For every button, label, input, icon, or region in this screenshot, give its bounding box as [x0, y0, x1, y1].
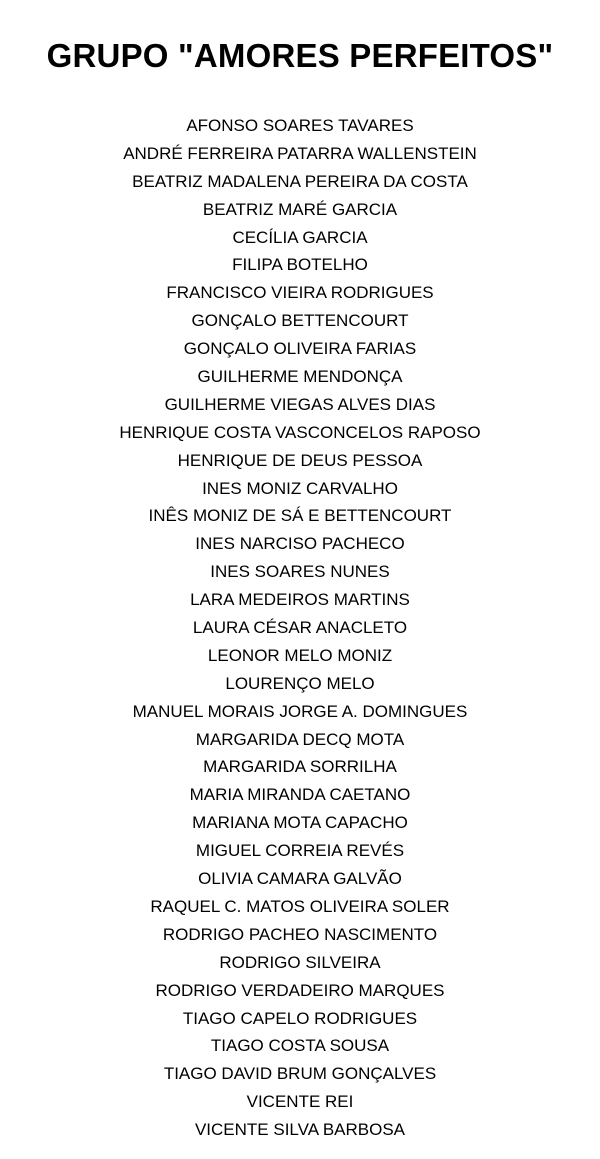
list-item: RODRIGO SILVEIRA [219, 952, 381, 972]
list-item: CECÍLIA GARCIA [232, 227, 368, 247]
list-item: GONÇALO BETTENCOURT [191, 311, 409, 331]
list-item: TIAGO DAVID BRUM GONÇALVES [163, 1064, 437, 1084]
list-item: GUILHERME VIEGAS ALVES DIAS [164, 394, 436, 414]
list-item: FRANCISCO VIEIRA RODRIGUES [166, 283, 434, 303]
list-item: INÊS MONIZ DE SÁ E BETTENCOURT [148, 506, 452, 526]
list-item: LAURA CÉSAR ANACLETO [192, 618, 408, 638]
list-item: FILIPA BOTELHO [232, 255, 368, 275]
list-item: VICENTE REI [246, 1092, 354, 1112]
list-item: RAQUEL C. MATOS OLIVEIRA SOLER [150, 896, 450, 916]
page-title: GRUPO "AMORES PERFEITOS" [46, 37, 554, 74]
list-item: GUILHERME MENDONÇA [197, 367, 403, 387]
list-item: MARGARIDA SORRILHA [203, 757, 397, 777]
list-item: VICENTE SILVA BARBOSA [194, 1120, 406, 1140]
list-item: MARIA MIRANDA CAETANO [189, 785, 411, 805]
list-item: MARIANA MOTA CAPACHO [192, 813, 408, 833]
list-item: HENRIQUE COSTA VASCONCELOS RAPOSO [119, 422, 481, 442]
list-item: HENRIQUE DE DEUS PESSOA [177, 450, 423, 470]
name-list [0, 112, 600, 1144]
list-item: MARGARIDA DECQ MOTA [195, 729, 405, 749]
list-item: BEATRIZ MADALENA PEREIRA DA COSTA [132, 171, 468, 191]
list-item: ANDRÉ FERREIRA PATARRA WALLENSTEIN [123, 143, 477, 163]
list-item: AFONSO SOARES TAVARES [186, 116, 414, 135]
list-item: TIAGO CAPELO RODRIGUES [182, 1008, 418, 1028]
list-item: LEONOR MELO MONIZ [207, 645, 393, 665]
list-item: TIAGO COSTA SOUSA [210, 1036, 390, 1056]
list-item: GONÇALO OLIVEIRA FARIAS [183, 339, 417, 359]
list-item: INES MONIZ CARVALHO [202, 478, 398, 498]
list-item: MANUEL MORAIS JORGE A. DOMINGUES [132, 701, 468, 721]
list-item: LOURENÇO MELO [225, 673, 375, 693]
list-item: RODRIGO VERDADEIRO MARQUES [155, 980, 445, 1000]
list-item: INES NARCISO PACHECO [195, 534, 405, 554]
list-item: INES SOARES NUNES [210, 562, 390, 582]
list-item: LARA MEDEIROS MARTINS [190, 590, 410, 610]
list-item: MIGUEL CORREIA REVÉS [195, 841, 405, 861]
list-item: OLIVIA CAMARA GALVÃO [198, 869, 402, 889]
list-item: BEATRIZ MARÉ GARCIA [202, 199, 398, 219]
list-item: RODRIGO PACHEO NASCIMENTO [162, 924, 438, 944]
